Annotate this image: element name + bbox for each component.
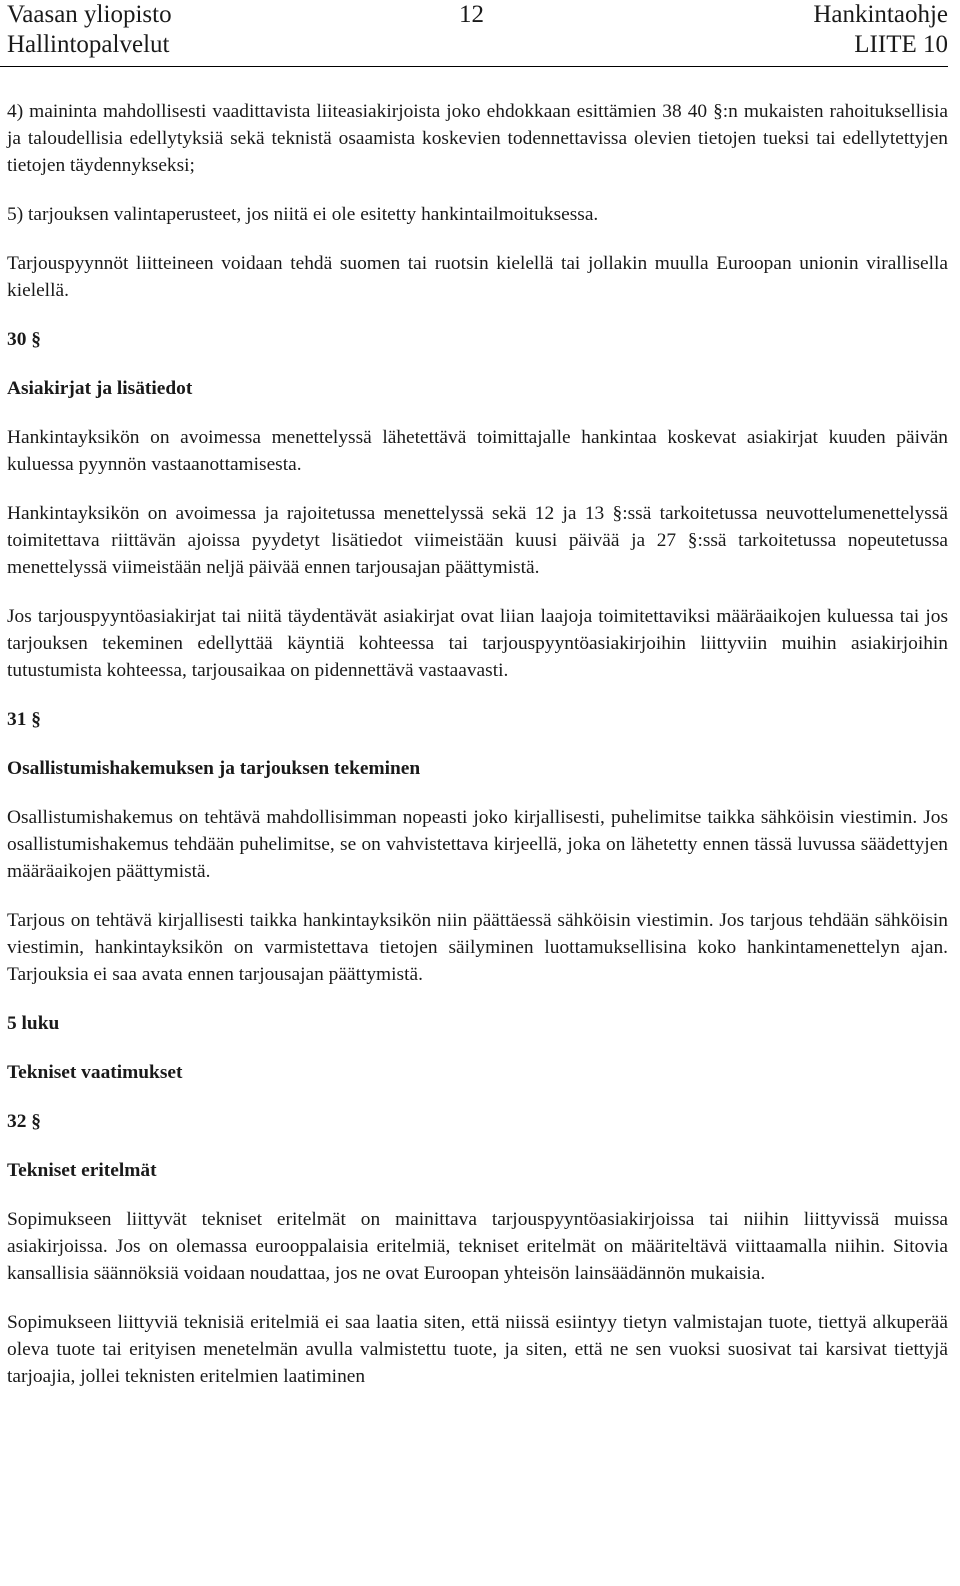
paragraph-item-4: 4) maininta mahdollisesti vaadittavista liiteasiakirjoista joko ehdokkaan esittämien 38 40 §:n mukaisten rahoituksellisia ja taloudellisia edellytyksiä sekä teknistä osaamista koskevien todennettavissa olevien tietojen tueksi tai edellytettyjen tietojen täydennykseksi; xyxy=(7,101,948,176)
section-31-number: 31 § xyxy=(7,709,41,730)
header-university: Vaasan yliopisto xyxy=(7,1,172,28)
section-31-title: Osallistumishakemuksen ja tarjouksen tekeminen xyxy=(7,758,421,779)
page-number: 12 xyxy=(459,1,484,28)
paragraph-documents-delivery: Hankintayksikön on avoimessa menettelyssä lähetettävä toimittajalle hankintaa koskevat asiakirjat kuuden päivän kuluessa pyynnön vastaanottamisesta. xyxy=(7,427,948,475)
document-body xyxy=(7,98,948,1390)
section-30-title: Asiakirjat ja lisätiedot xyxy=(7,378,193,399)
section-32-number: 32 § xyxy=(7,1111,41,1132)
paragraph-application: Osallistumishakemus on tehtävä mahdollisimman nopeasti joko kirjallisesti, puhelimitse taikka sähköisin viestimin. Jos osallistumishakemus tehdään puhelimitse, se on vahvistettava kirjeellä, joka on lähetetty ennen tässä luvussa säädettyjen määräaikojen päättymistä. xyxy=(7,807,948,882)
section-32-title: Tekniset eritelmät xyxy=(7,1160,157,1181)
page-header xyxy=(0,0,948,67)
header-department: Hallintopalvelut xyxy=(7,31,170,58)
paragraph-item-5: 5) tarjouksen valintaperusteet, jos niitä ei ole esitetty hankintailmoituksessa. xyxy=(7,204,599,225)
chapter-number: 5 luku xyxy=(7,1013,60,1034)
paragraph-languages: Tarjouspyynnöt liitteineen voidaan tehdä suomen tai ruotsin kielellä tai jollakin muulla Euroopan unionin virallisella kielellä. xyxy=(7,253,948,301)
header-appendix-label: LIITE 10 xyxy=(854,31,948,58)
paragraph-additional-info: Hankintayksikön on avoimessa ja rajoitetussa menettelyssä sekä 12 ja 13 §:ssä tarkoitetussa neuvottelumenettelyssä toimitettava riittävän ajoissa pyydetyt lisätiedot viimeistään kuusi päivää ja 27 §:ssä tarkoitetussa nopeutetussa menettelyssä viimeistään neljä päivää ennen tarjousajan päättymistä. xyxy=(7,503,948,578)
paragraph-time-extension: Jos tarjouspyyntöasiakirjat tai niitä täydentävät asiakirjat ovat liian laajoja toimitettaviksi määräaikojen kuluessa tai jos tarjouksen tekeminen edellyttää käyntiä kohteessa tai tarjouspyyntöasiakirjoihin liittyviin muihin asiakirjoihin tutustumista kohteessa, tarjousaikaa on pidennettävä vastaavasti. xyxy=(7,606,948,681)
chapter-title: Tekniset vaatimukset xyxy=(7,1062,183,1083)
section-30-number: 30 § xyxy=(7,329,41,350)
paragraph-technical-specs: Sopimukseen liittyvät tekniset eritelmät on mainittava tarjouspyyntöasiakirjoissa tai niihin liittyvissä muissa asiakirjoissa. Jos on olemassa eurooppalaisia eritelmiä, tekniset eritelmät on määriteltävä viittaamalla niihin. Sitovia kansallisia säännöksiä voidaan noudattaa, jos ne ovat Euroopan yhteisön lainsäädännön mukaisia. xyxy=(7,1209,948,1284)
header-document-title: Hankintaohje xyxy=(813,1,948,28)
paragraph-specs-restrictions: Sopimukseen liittyviä teknisiä eritelmiä ei saa laatia siten, että niissä esiintyy tietyn valmistajan tuote, tiettyä alkuperää oleva tuote tai erityisen menetelmän avulla valmistettu tuote, ja siten, että ne sen vuoksi suosivat tai karsivat tiettyjä tarjoajia, jollei teknisten eritelmien laatiminen xyxy=(7,1312,948,1387)
paragraph-tender-submission: Tarjous on tehtävä kirjallisesti taikka hankintayksikön niin päättäessä sähköisin viestimin. Jos tarjous tehdään sähköisin viestimin, hankintayksikön on varmistettava tietojen säilyminen luottamuksellisina koko hankintamenettelyn ajan. Tarjouksia ei saa avata ennen tarjousajan päättymistä. xyxy=(7,910,948,985)
